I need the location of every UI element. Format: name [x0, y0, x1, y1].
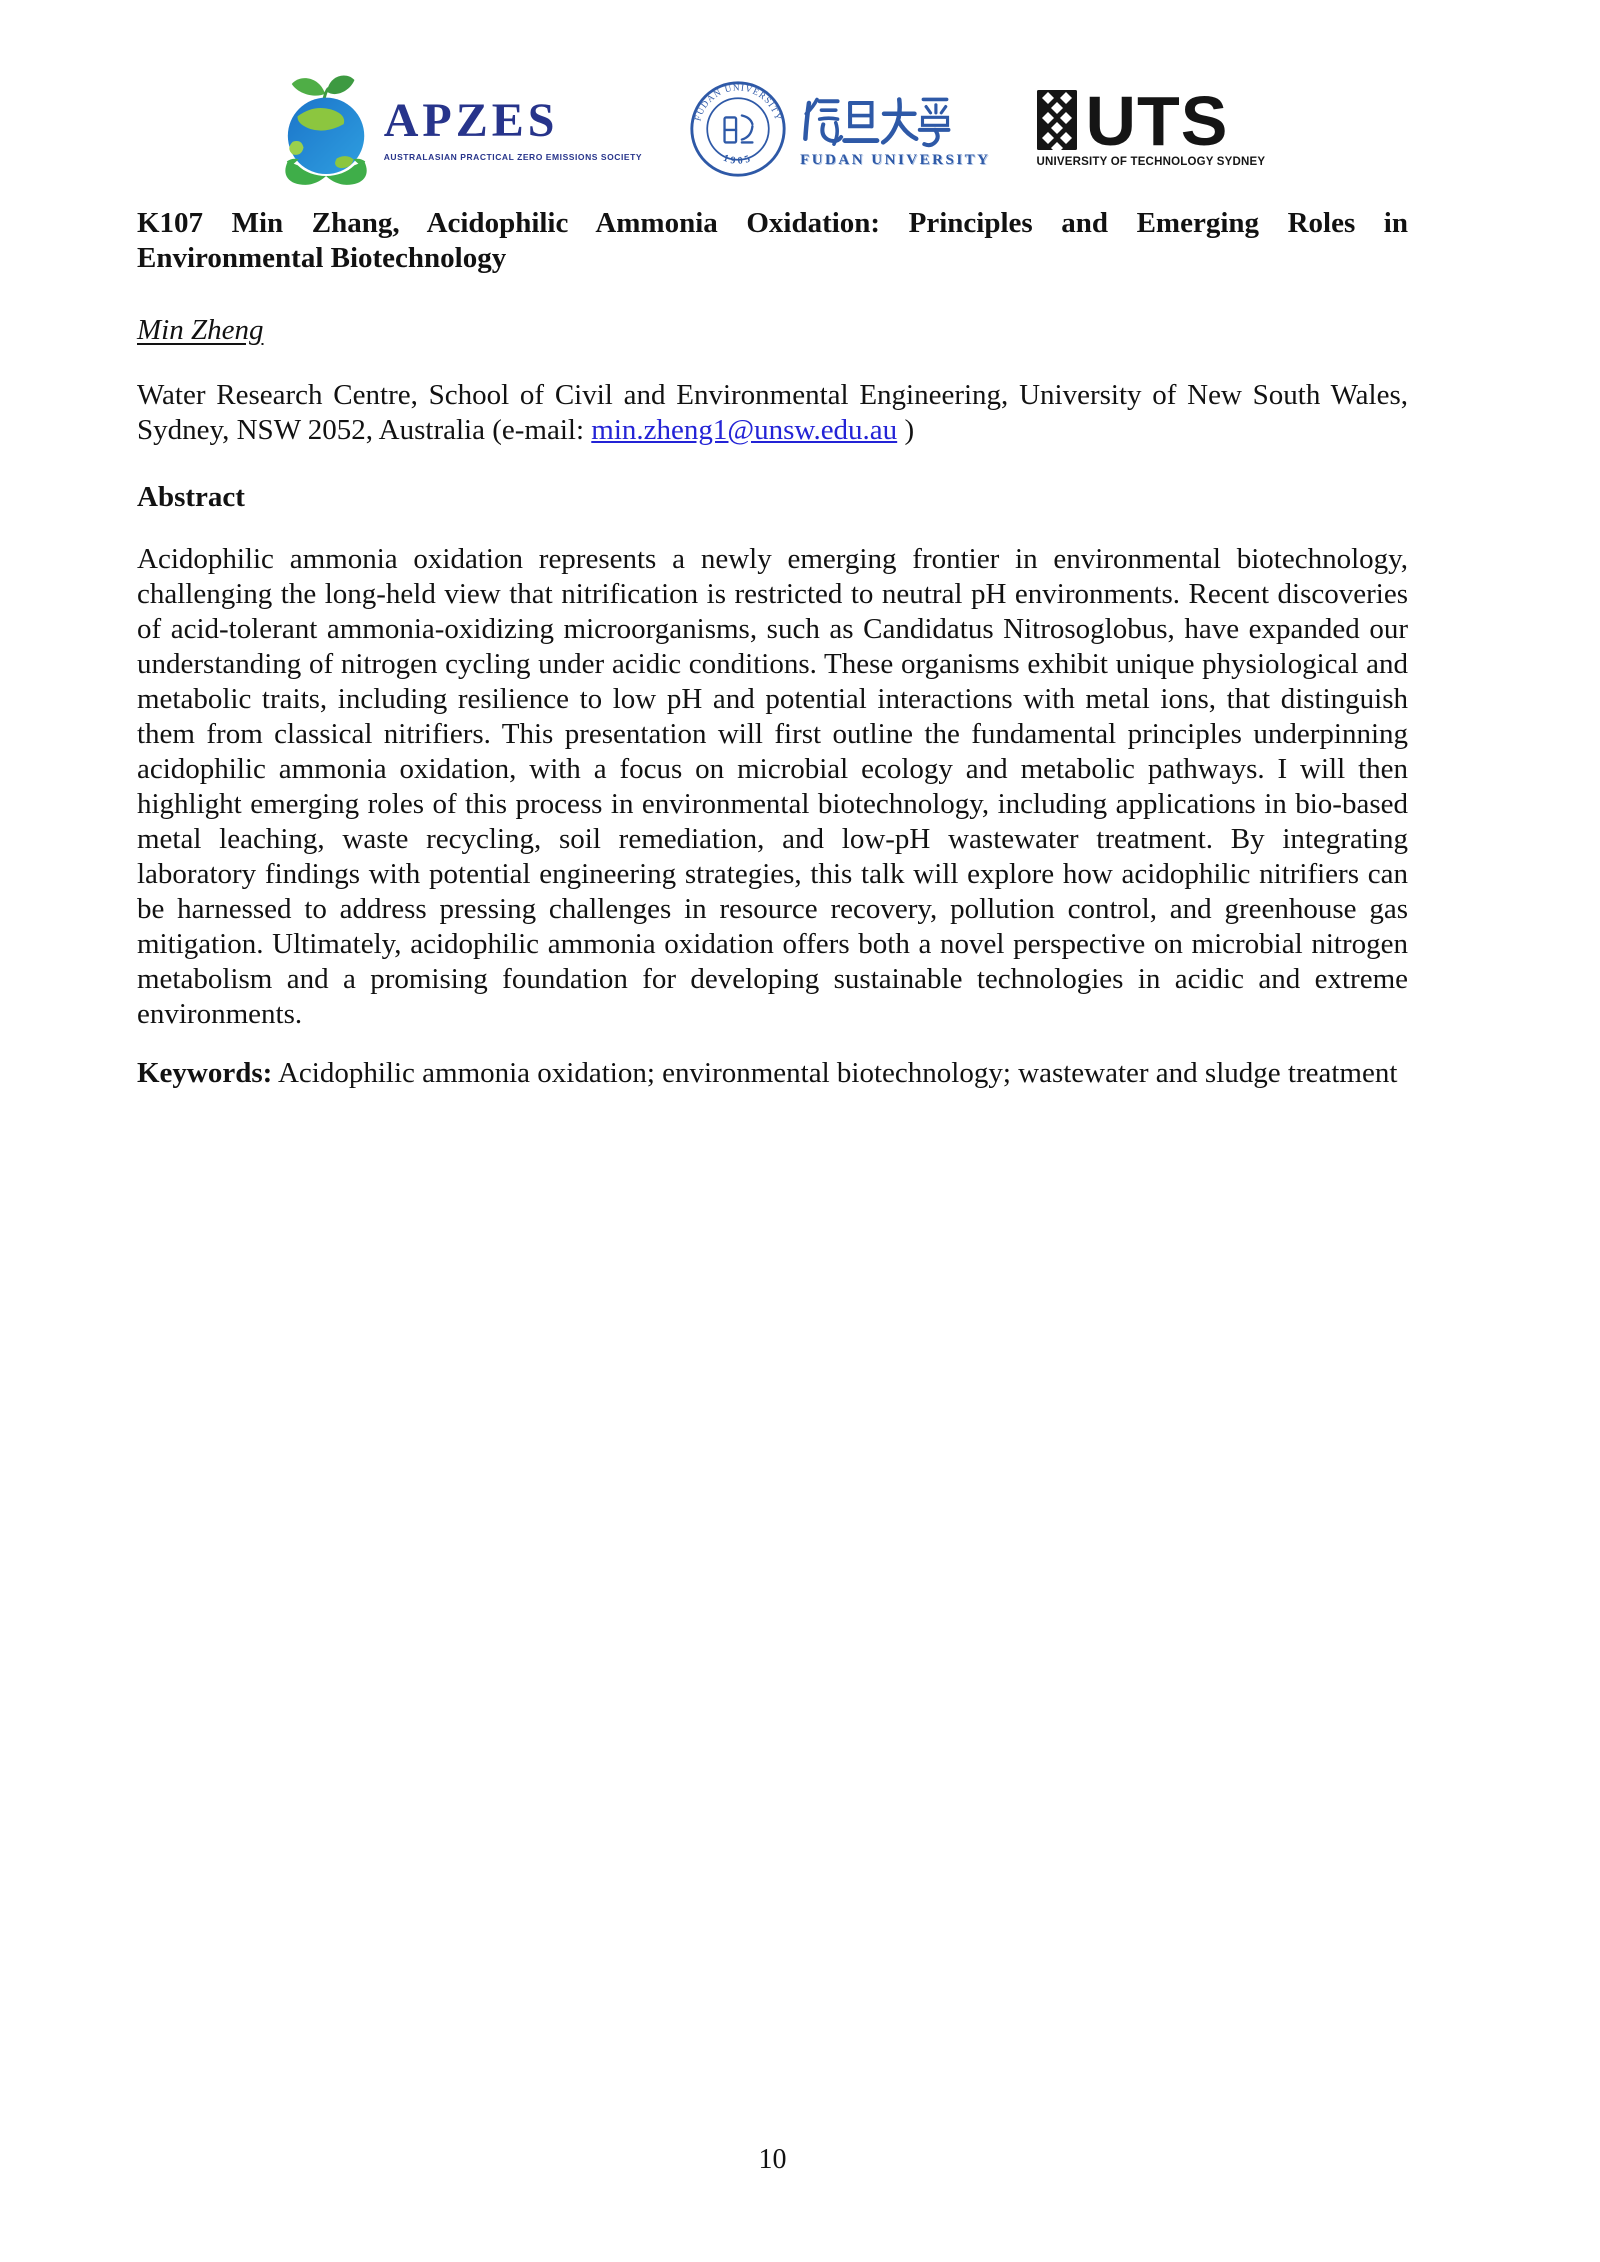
fudan-seal-year: 1905	[721, 152, 755, 167]
keywords-label: Keywords:	[137, 1057, 273, 1089]
uts-tagline: UNIVERSITY OF TECHNOLOGY SYDNEY	[1036, 156, 1266, 168]
affiliation	[137, 378, 1408, 448]
affiliation-text-after: )	[897, 414, 915, 446]
fudan-logo	[688, 79, 990, 179]
apzes-wordmark: APZES	[383, 93, 559, 147]
fudan-wordmark: FUDAN UNIVERSITY	[800, 151, 991, 168]
fudan-seal-top-text: FUDAN UNIVERSITY	[692, 82, 784, 123]
apzes-globe-icon	[280, 71, 376, 187]
abstract-text: Acidophilic ammonia oxidation represents a newly emerging frontier in environmental biotechnology, challenging the long-held view that nitrification is restricted to neutral pH environments. Recent discoveries of acid-tolerant ammonia-oxidizing microorganisms, such as Candidatus Nitrosoglobus, have expanded our understanding of nitrogen cycling under acidic conditions. These organisms exhibit unique physiological and metabolic traits, including resilience to low pH and potential interactions with metal ions, that distinguish them from classical nitrifiers. This presentation will first outline the fundamental principles underpinning acidophilic ammonia oxidation, with a focus on microbial ecology and metabolic pathways. I will then highlight emerging roles of this process in environmental biotechnology, including applications in bio-based metal leaching, waste recycling, soil remediation, and low-pH wastewater treatment. By integrating laboratory findings with potential engineering strategies, this talk will explore how acidophilic nitrifiers can be harnessed to address pressing challenges in resource recovery, pollution control, and greenhouse gas mitigation. Ultimately, acidophilic ammonia oxidation offers both a novel perspective on microbial nitrogen metabolism and a promising foundation for developing sustainable technologies in acidic and extreme environments.	[137, 543, 1408, 1030]
author-name: Min Zheng	[137, 314, 264, 346]
uts-logo	[1036, 82, 1266, 168]
paper-title-line2: Environmental Biotechnology	[137, 242, 507, 274]
fudan-seal-icon	[688, 79, 788, 179]
uts-mark-icon	[1037, 90, 1077, 150]
abstract-heading: Abstract	[137, 481, 245, 513]
fudan-calligraphy-icon	[800, 90, 952, 150]
header-logos	[137, 0, 1408, 188]
apzes-logo	[280, 71, 642, 187]
uts-wordmark: UTS	[1085, 82, 1229, 160]
paper-title-line1: K107 Min Zhang, Acidophilic Ammonia Oxidation: Principles and Emerging Roles in	[137, 207, 1408, 239]
keywords	[137, 1056, 1408, 1091]
apzes-tagline: AUSTRALASIAN PRACTICAL ZERO EMISSIONS SOCIETY	[383, 151, 643, 162]
paper-title	[137, 206, 1408, 276]
email-link[interactable]: min.zheng1@unsw.edu.au	[591, 414, 898, 446]
affiliation-text: Water Research Centre, School of Civil and Environmental Engineering, University of New South Wales, Sydney, NSW 2052, Australia (e-mail:	[137, 379, 1408, 446]
author-line	[137, 313, 1408, 348]
page-number: 10	[758, 2144, 787, 2175]
keywords-text: Acidophilic ammonia oxidation; environmental biotechnology; wastewater and sludge treatment	[272, 1057, 1398, 1089]
